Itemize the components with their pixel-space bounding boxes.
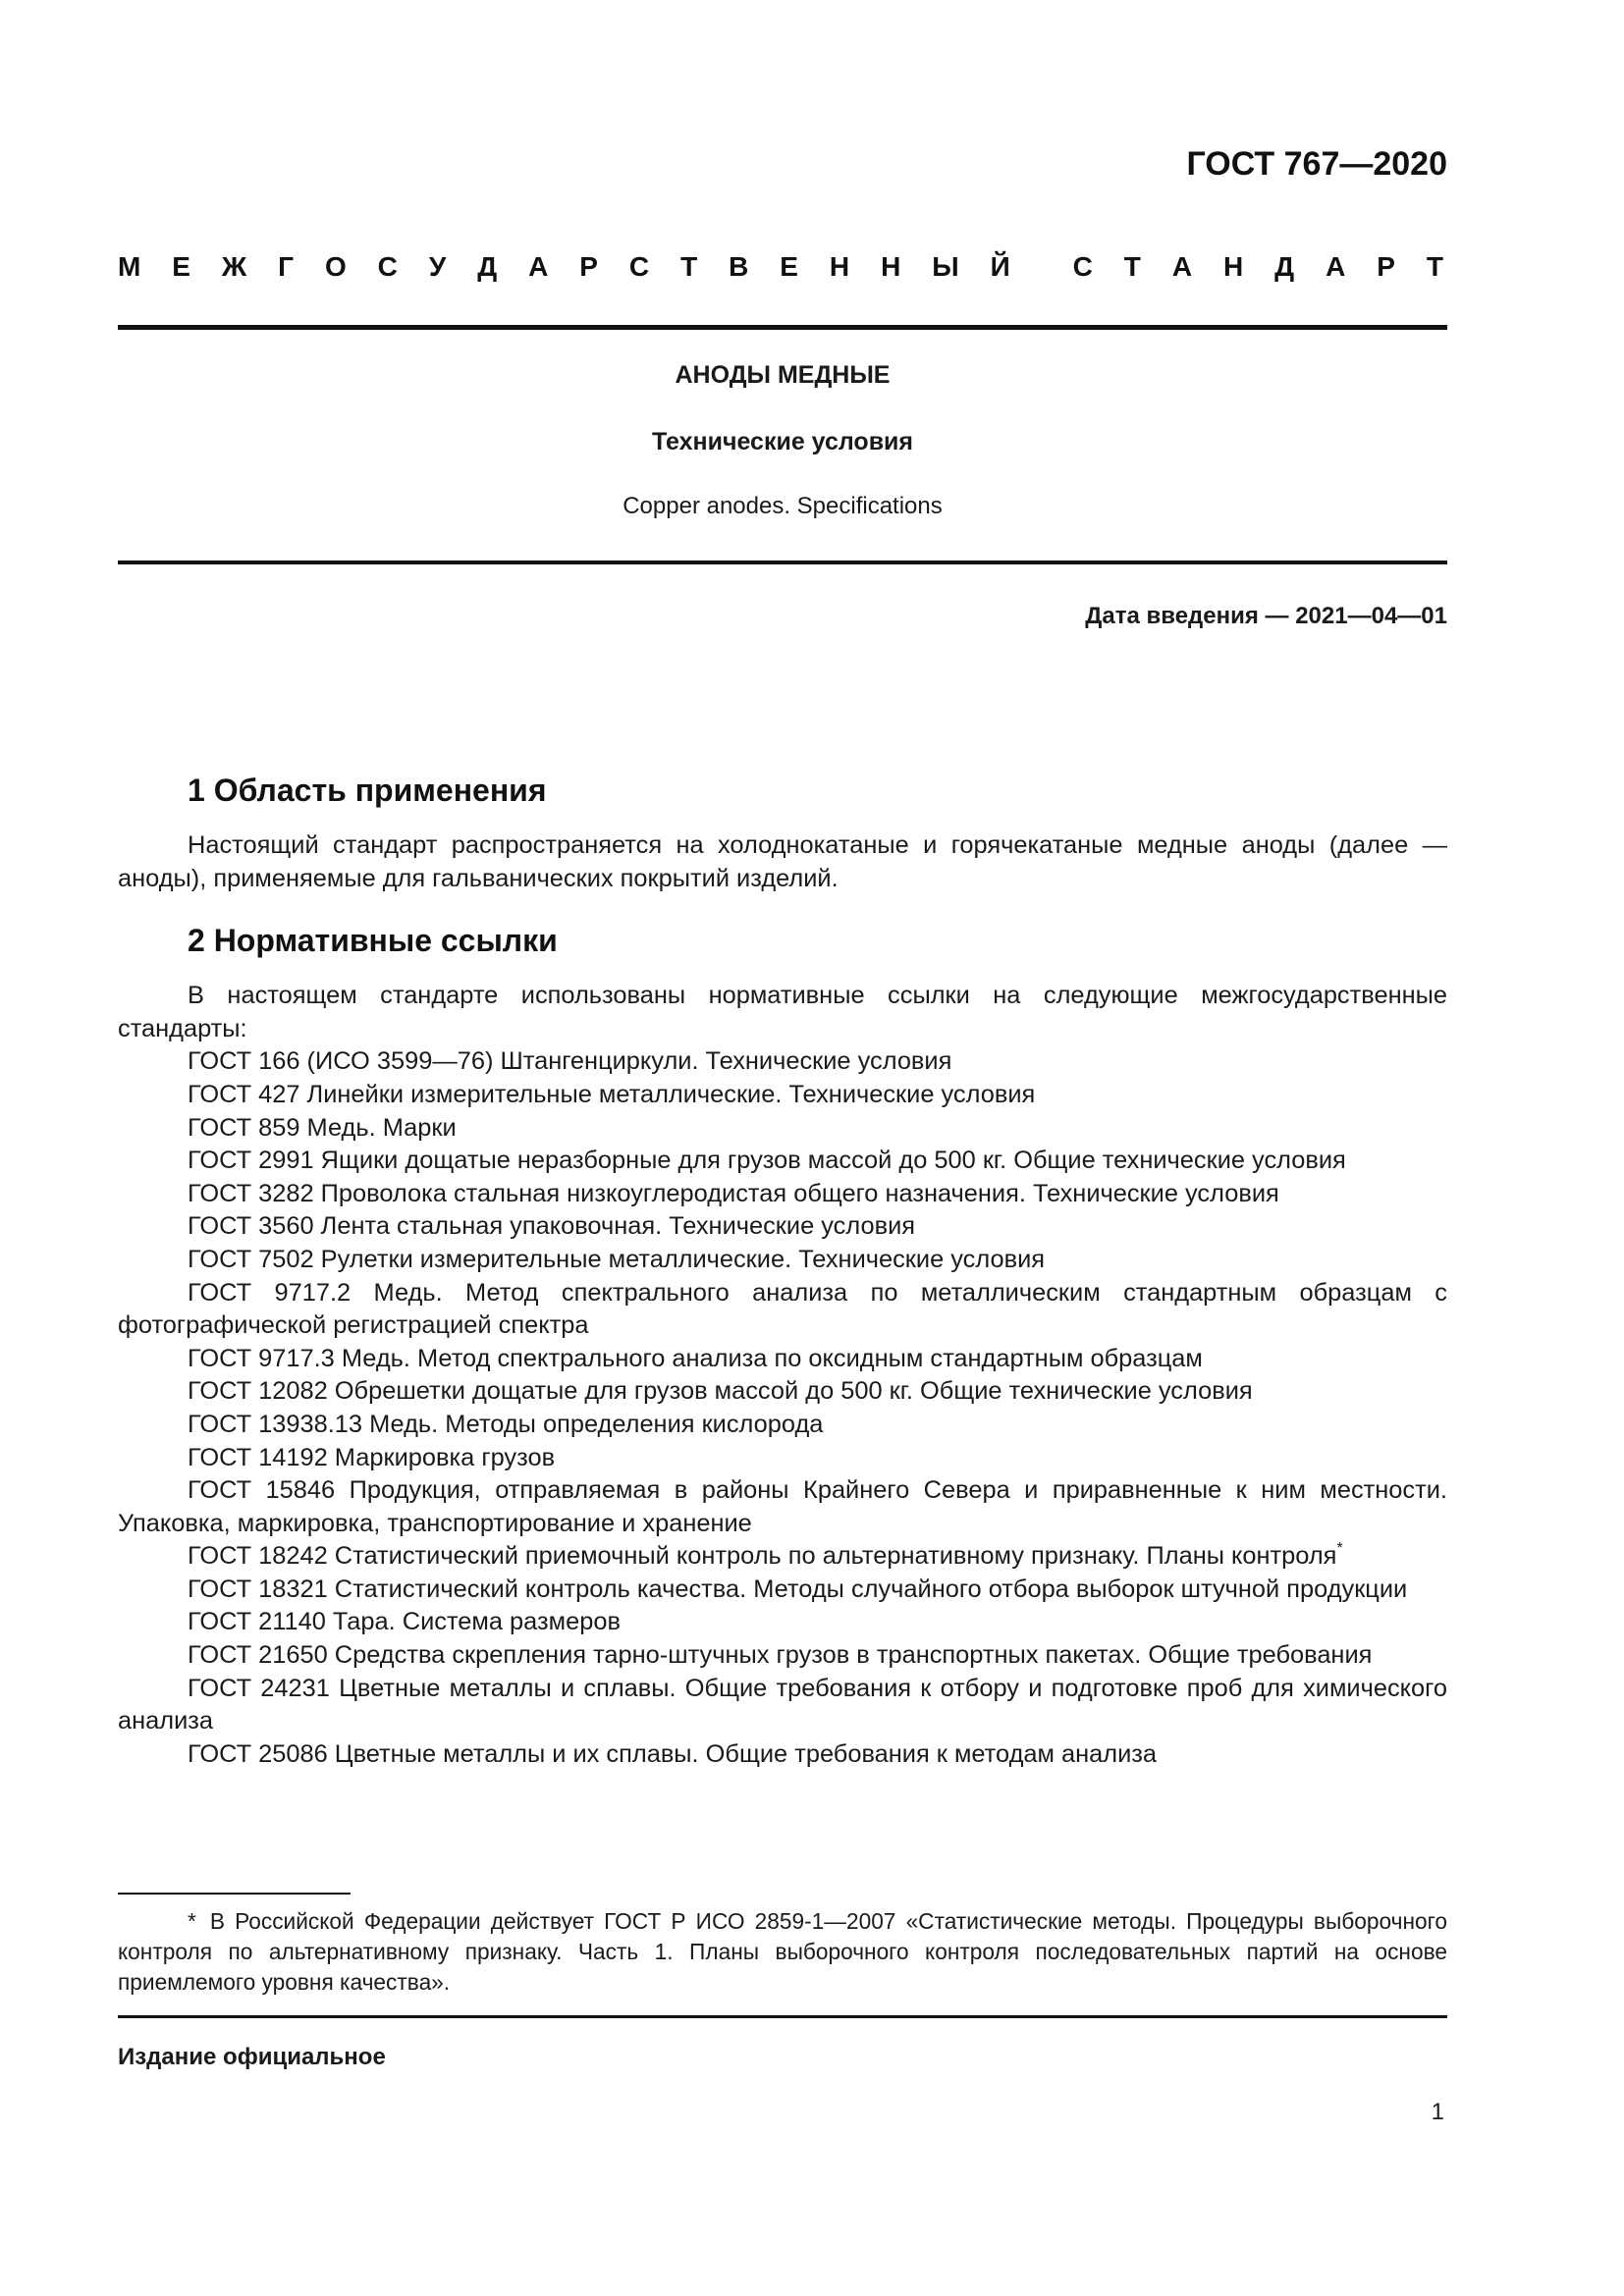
- bottom-divider: [118, 2015, 1447, 2018]
- banner-letter: Т: [1426, 251, 1443, 282]
- reference-item: ГОСТ 24231 Цветные металлы и сплавы. Общие требования к отбору и подготовке проб для химического анализа: [118, 1674, 1447, 1735]
- reference-item: ГОСТ 859 Медь. Марки: [188, 1113, 457, 1142]
- reference-item-with-footnote: [118, 1540, 1447, 1574]
- reference-item: ГОСТ 427 Линейки измерительные металлические. Технические условия: [188, 1080, 1036, 1108]
- reference-item: ГОСТ 2991 Ящики дощатые неразборные для грузов массой до 500 кг. Общие технические условия: [188, 1147, 1346, 1175]
- banner-letter: Н: [881, 251, 901, 282]
- official-edition-label: Издание официальное: [118, 2044, 386, 2070]
- main-content: [118, 771, 1447, 1771]
- banner-letter: Р: [579, 251, 598, 282]
- reference-item: ГОСТ 25086 Цветные металлы и их сплавы. Общие требования к методам анализа: [188, 1739, 1158, 1768]
- reference-item: ГОСТ 14192 Маркировка грузов: [188, 1443, 556, 1471]
- banner-letter: В: [729, 251, 749, 282]
- banner-letter: Д: [477, 251, 498, 282]
- introduction-date: Дата введения — 2021—04—01: [1085, 603, 1447, 629]
- banner-letter: А: [1171, 251, 1193, 282]
- footnote-text: В Российской Федерации действует ГОСТ Р ИСО 2859-1—2007 «Статистические методы. Процедуры выборочного контроля по альтернативному признаку. Часть 1. Планы выборочного контроля последовательных партий на основе приемлемого уровня качества».: [118, 1908, 1447, 1995]
- banner-letter: У: [428, 251, 447, 282]
- banner-letter: Р: [1377, 251, 1395, 282]
- title-divider: [118, 561, 1447, 564]
- reference-item: ГОСТ 9717.2 Медь. Метод спектрального анализа по металлическим стандартным образцам с фотографической регистрацией спектра: [118, 1278, 1447, 1340]
- reference-item: ГОСТ 3282 Проволока стальная низкоуглеродистая общего назначения. Технические условия: [188, 1179, 1279, 1207]
- footnote-marker[interactable]: *: [1336, 1540, 1343, 1558]
- banner-letter: Й: [990, 251, 1010, 282]
- standard-subtitle: Технические условия: [651, 428, 914, 455]
- section-1-text: Настоящий стандарт распространяется на холоднокатаные и горячекатаные медные аноды (далее — аноды), применяемые для гальванических покрытий изделий.: [118, 831, 1447, 892]
- banner-letter: Т: [1123, 251, 1141, 282]
- document-number: ГОСТ 767—2020: [1186, 145, 1447, 183]
- reference-item: ГОСТ 15846 Продукция, отправляемая в районы Крайнего Севера и приравненные к ним местности. Упаковка, маркировка, транспортирование и хранение: [118, 1476, 1447, 1537]
- banner-letter: С: [628, 251, 650, 282]
- page-number: 1: [1431, 2099, 1444, 2125]
- banner-letter: С: [1072, 251, 1093, 282]
- reference-item: ГОСТ 9717.3 Медь. Метод спектрального анализа по оксидным стандартным образцам: [188, 1344, 1203, 1372]
- banner-letter: С: [377, 251, 398, 282]
- banner-letter: Ж: [221, 251, 247, 282]
- banner-letter: М: [118, 251, 141, 282]
- footnote-mark: *: [188, 1908, 196, 1934]
- banner-letter: О: [324, 251, 347, 282]
- standard-title: АНОДЫ МЕДНЫЕ: [675, 361, 891, 389]
- normative-references-list: [118, 1045, 1447, 1771]
- footnote-divider: [118, 1893, 351, 1895]
- reference-item: ГОСТ 21650 Средства скрепления тарно-штучных грузов в транспортных пакетах. Общие требования: [188, 1641, 1373, 1670]
- banner-letter: Г: [278, 251, 295, 282]
- top-divider: [118, 325, 1447, 330]
- banner-letter: Т: [680, 251, 698, 282]
- section-1-heading: 1 Область применения: [188, 773, 547, 808]
- section-2-heading: 2 Нормативные ссылки: [188, 923, 558, 959]
- banner-letter: Е: [172, 251, 190, 282]
- reference-item: ГОСТ 21140 Тара. Система размеров: [188, 1608, 621, 1636]
- banner-letter: Н: [829, 251, 850, 282]
- reference-item: ГОСТ 18321 Статистический контроль качества. Методы случайного отбора выборок штучной продукции: [188, 1575, 1408, 1603]
- banner-letter: А: [1326, 251, 1346, 282]
- banner-letter: А: [528, 251, 549, 282]
- reference-item: ГОСТ 7502 Рулетки измерительные металлические. Технические условия: [188, 1245, 1046, 1273]
- english-title: Copper anodes. Specifications: [623, 493, 943, 519]
- reference-item: ГОСТ 3560 Лента стальная упаковочная. Технические условия: [188, 1212, 916, 1241]
- reference-text: ГОСТ 18242 Статистический приемочный контроль по альтернативному признаку. Планы контроля: [188, 1542, 1337, 1571]
- reference-item: ГОСТ 12082 Обрешетки дощатые для грузов массой до 500 кг. Общие технические условия: [188, 1377, 1253, 1406]
- section-2-intro: В настоящем стандарте использованы нормативные ссылки на следующие межгосударственные стандарты:: [118, 982, 1447, 1042]
- interstate-standard-banner: [118, 251, 1443, 283]
- footnote: [118, 1906, 1447, 1997]
- banner-letter: Н: [1223, 251, 1244, 282]
- banner-letter: Е: [780, 251, 798, 282]
- reference-item: ГОСТ 13938.13 Медь. Методы определения кислорода: [188, 1410, 824, 1438]
- reference-item: ГОСТ 166 (ИСО 3599—76) Штангенциркули. Технические условия: [188, 1047, 952, 1076]
- banner-letter: Д: [1274, 251, 1295, 282]
- banner-letter: Ы: [932, 251, 959, 282]
